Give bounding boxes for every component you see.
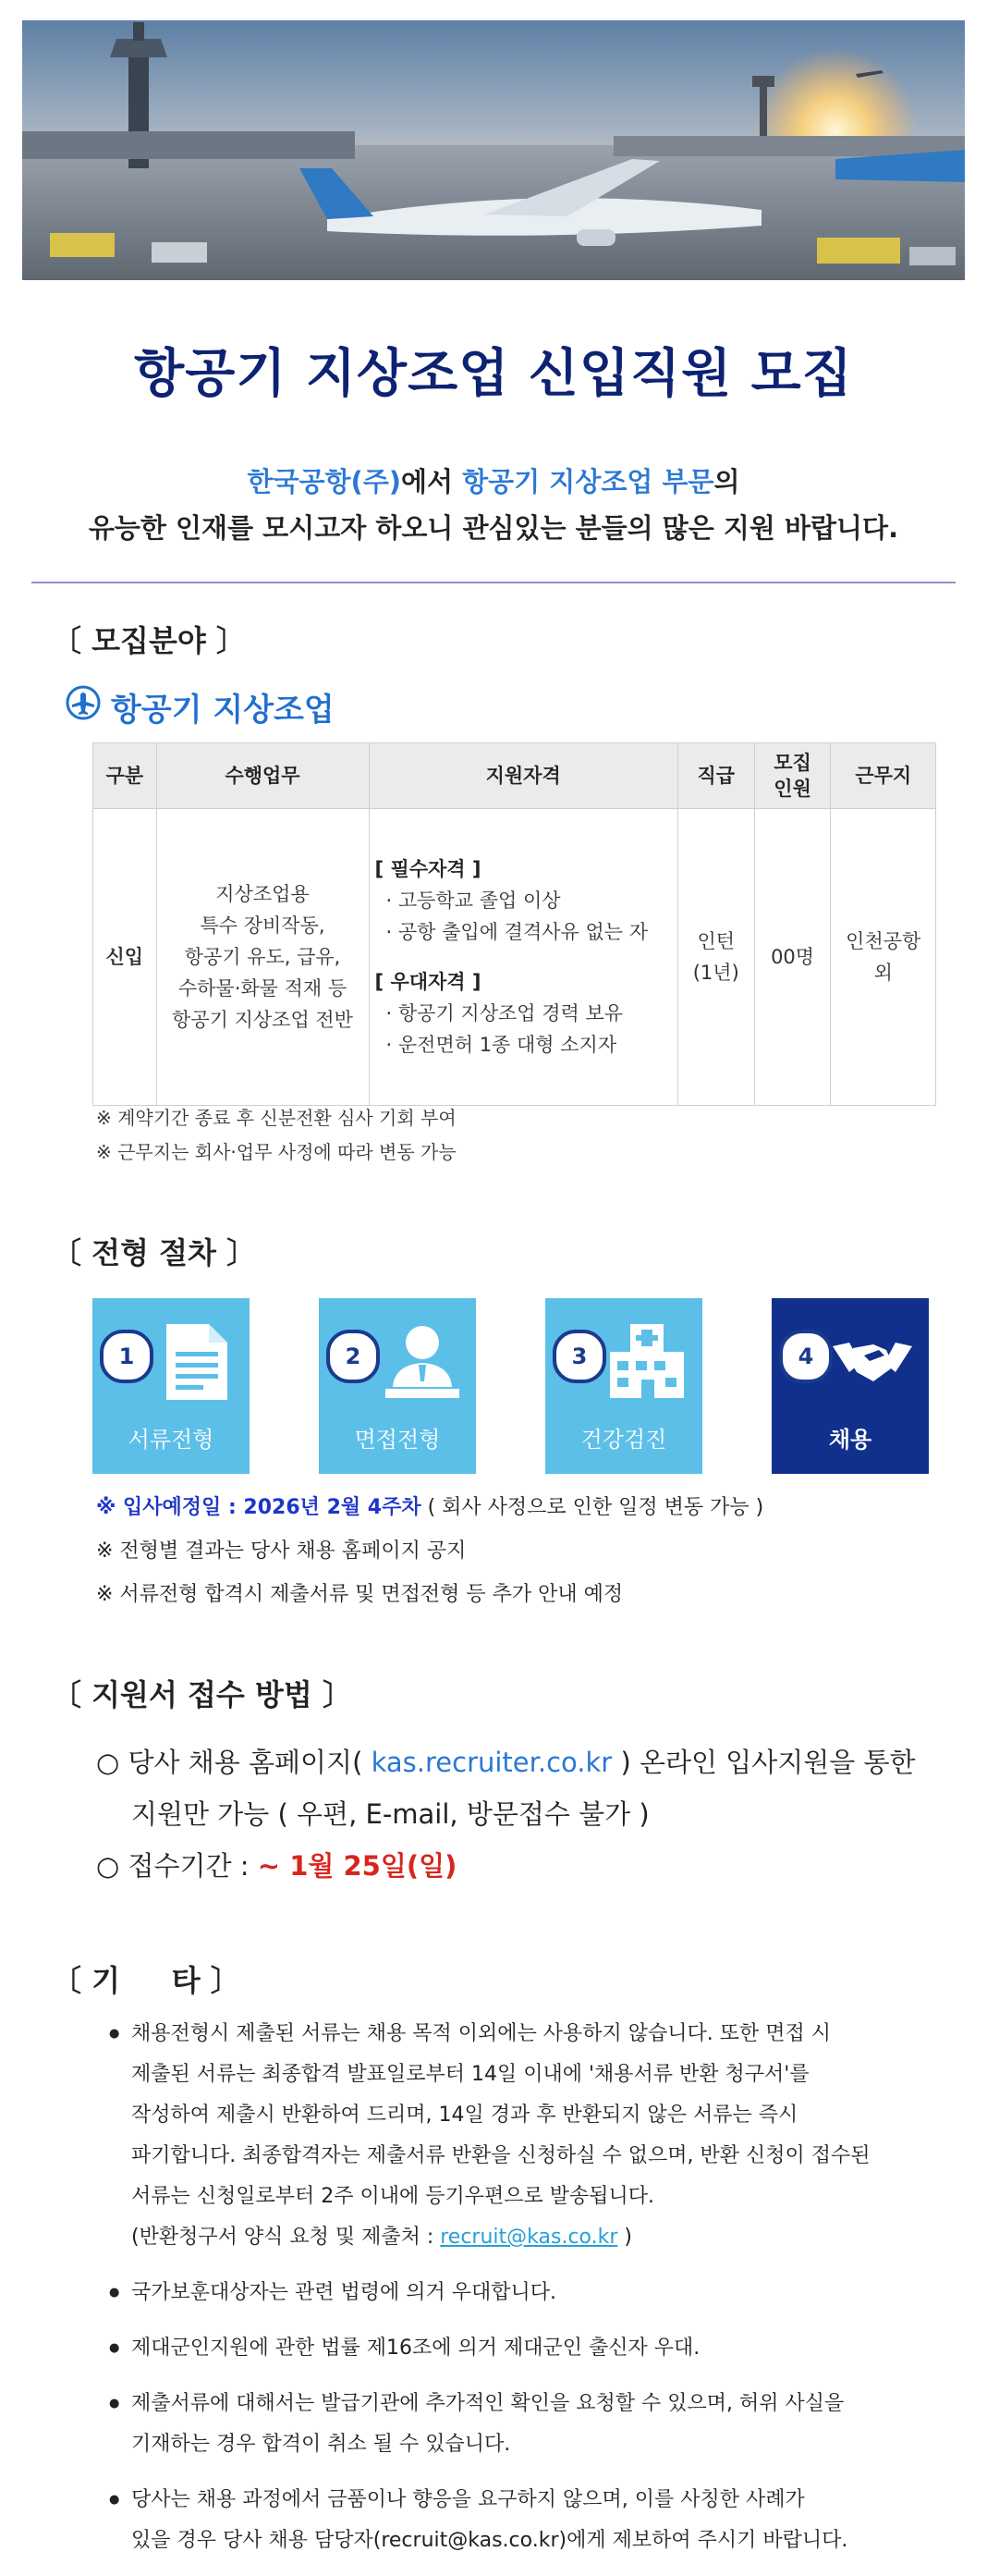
list-item: ● 채용전형시 제출된 서류는 채용 목적 이외에는 사용하지 않습니다. 또한 면접 시 제출된 서류는 최종합격 발표일로부터 14일 이내에 '채용서류 반환 청구서'를 작성하여 제출시 반환하여 드리며, 14일 경과 후 반환되지 않은 서류는 즉시 파기합니다. 최종합격자는 제출서류 반환을 신청하실 수 없으며, 반환 신청이 접수된 서류는 신청일로부터 2주 이내에 등기우편으로 발송됩니다. (반환청구서 양식 요청 및 제출처 : recruit@kas.co.kr ) (109, 2014, 941, 2258)
recruit-notes: ※ 계약기간 종료 후 신분전환 심사 기회 부여 ※ 근무지는 회사·업무 사정에 따라 변동 가능 (96, 1107, 457, 1163)
section-title-etc: 〔 기 타 〕 (52, 1963, 240, 1998)
table-row (93, 809, 936, 1106)
step-number: 1 (100, 1330, 153, 1383)
apply-method (96, 1736, 916, 1892)
step-label: 면접전형 (354, 1427, 441, 1453)
apply-line-1: ○ 당사 채용 홈페이지( kas.recruiter.co.kr ) 온라인 입사지원을 통한 (96, 1747, 916, 1778)
section-title-selection: 〔 전형 절차 〕 (52, 1235, 257, 1270)
col-header-count: 모집 인원 (754, 743, 831, 809)
col-header-type: 구분 (93, 743, 157, 809)
preferred-qual-title: [ 우대자격 ] (374, 971, 481, 993)
step-hiring (772, 1298, 929, 1474)
required-qual-title: [ 필수자격 ] (374, 858, 481, 880)
hospital-icon (608, 1320, 686, 1407)
cell-duties: 지상조업용 특수 장비작동, 항공기 유도, 급유, 수하물·화물 적재 등 항공기 지상조업 전반 (156, 809, 369, 1106)
step-number: 4 (779, 1330, 833, 1383)
step-label: 건강검진 (580, 1427, 667, 1453)
cell-location: 인천공항 외 (831, 809, 936, 1106)
intro-text (0, 459, 987, 551)
divider (31, 582, 956, 583)
airplane-icon (65, 684, 102, 730)
list-item: ● 제출서류에 대해서는 발급기관에 추가적인 확인을 요청할 수 있으며, 허위 사실을 기재하는 경우 합격이 취소 될 수 있습니다. (109, 2384, 941, 2465)
interviewer-icon (385, 1320, 459, 1407)
recruit-site-link[interactable]: kas.recruiter.co.kr (362, 1747, 621, 1778)
cell-count: 00명 (754, 809, 831, 1106)
step-interview (319, 1298, 476, 1474)
page-title: 항공기 지상조업 신입직원 모집 (134, 344, 853, 404)
hero-airport-image (22, 20, 965, 280)
apply-period: ○ 접수기간 : ~ 1월 25일(일) (96, 1850, 457, 1882)
step-number: 2 (326, 1330, 380, 1383)
selection-notes: ※ 입사예정일 : 2026년 2월 4주차 ( 회사 사정으로 인한 일정 변동 가능 ) ※ 전형별 결과는 당사 채용 홈페이지 공지 ※ 서류전형 합격시 제출서류 및 면접전형 등 추가 안내 예정 (96, 1486, 763, 1616)
col-header-qualification: 지원자격 (369, 743, 677, 809)
col-header-rank: 직급 (677, 743, 754, 809)
return-contact: (반환청구서 양식 요청 및 제출처 : recruit@kas.co.kr ) (131, 2226, 632, 2249)
field-title-text: 항공기 지상조업 (111, 692, 335, 729)
col-header-location: 근무지 (831, 743, 936, 809)
intro-line-1: 한국공항(주)에서 항공기 지상조업 부문의 (247, 466, 740, 497)
document-icon (161, 1320, 233, 1407)
intro-line-2: 유능한 인재를 모시고자 하오니 관심있는 분들의 많은 지원 바랍니다. (88, 512, 899, 544)
step-label: 채용 (828, 1427, 872, 1453)
cell-rank: 인턴 (1년) (677, 809, 754, 1106)
etc-list (109, 2014, 941, 2576)
list-item: ● 국가보훈대상자는 관련 법령에 의거 우대합니다. (109, 2273, 941, 2313)
list-item: ● 당사는 채용 과정에서 금품이나 향응을 요구하지 않으며, 이를 사칭한 사례가 있을 경우 당사 채용 담당자(recruit@kas.co.kr)에게 제보하여 주시기 바랍니다. (109, 2480, 941, 2561)
apply-deadline: ~ 1월 25일(일) (257, 1850, 457, 1882)
handshake-icon (833, 1335, 912, 1391)
step-label: 서류전형 (128, 1427, 214, 1453)
table-header-row (93, 743, 936, 809)
section-title-recruit: 〔 모집분야 〕 (52, 623, 246, 658)
cell-qualification: [ 필수자격 ] · 고등학교 졸업 이상 · 공항 출입에 결격사유 없는 자 [ 우대자격 ] · 항공기 지상조업 경력 보유 · 운전면허 1종 대형 소지자 (369, 809, 677, 1106)
apply-line-2: 지원만 가능 ( 우편, E-mail, 방문접수 불가 ) (131, 1798, 650, 1830)
recruit-table (92, 742, 936, 1106)
step-health-check (545, 1298, 702, 1474)
company-name: 한국공항(주) (247, 466, 402, 497)
selection-steps (92, 1298, 930, 1474)
step-document-screening (92, 1298, 250, 1474)
section-title-apply: 〔 지원서 접수 방법 〕 (52, 1677, 352, 1712)
step-number: 3 (553, 1330, 606, 1383)
col-header-duties: 수행업무 (156, 743, 369, 809)
cell-type: 신입 (93, 809, 157, 1106)
list-item: ● 제대군인지원에 관한 법률 제16조에 의거 제대군인 출신자 우대. (109, 2328, 941, 2369)
division-name: 항공기 지상조업 부문 (462, 466, 714, 497)
join-date-note: ※ 입사예정일 : 2026년 2월 4주차 ( 회사 사정으로 인한 일정 변동 가능 ) (96, 1496, 764, 1519)
email-link[interactable]: recruit@kas.co.kr (440, 2226, 618, 2249)
field-title (65, 684, 335, 730)
